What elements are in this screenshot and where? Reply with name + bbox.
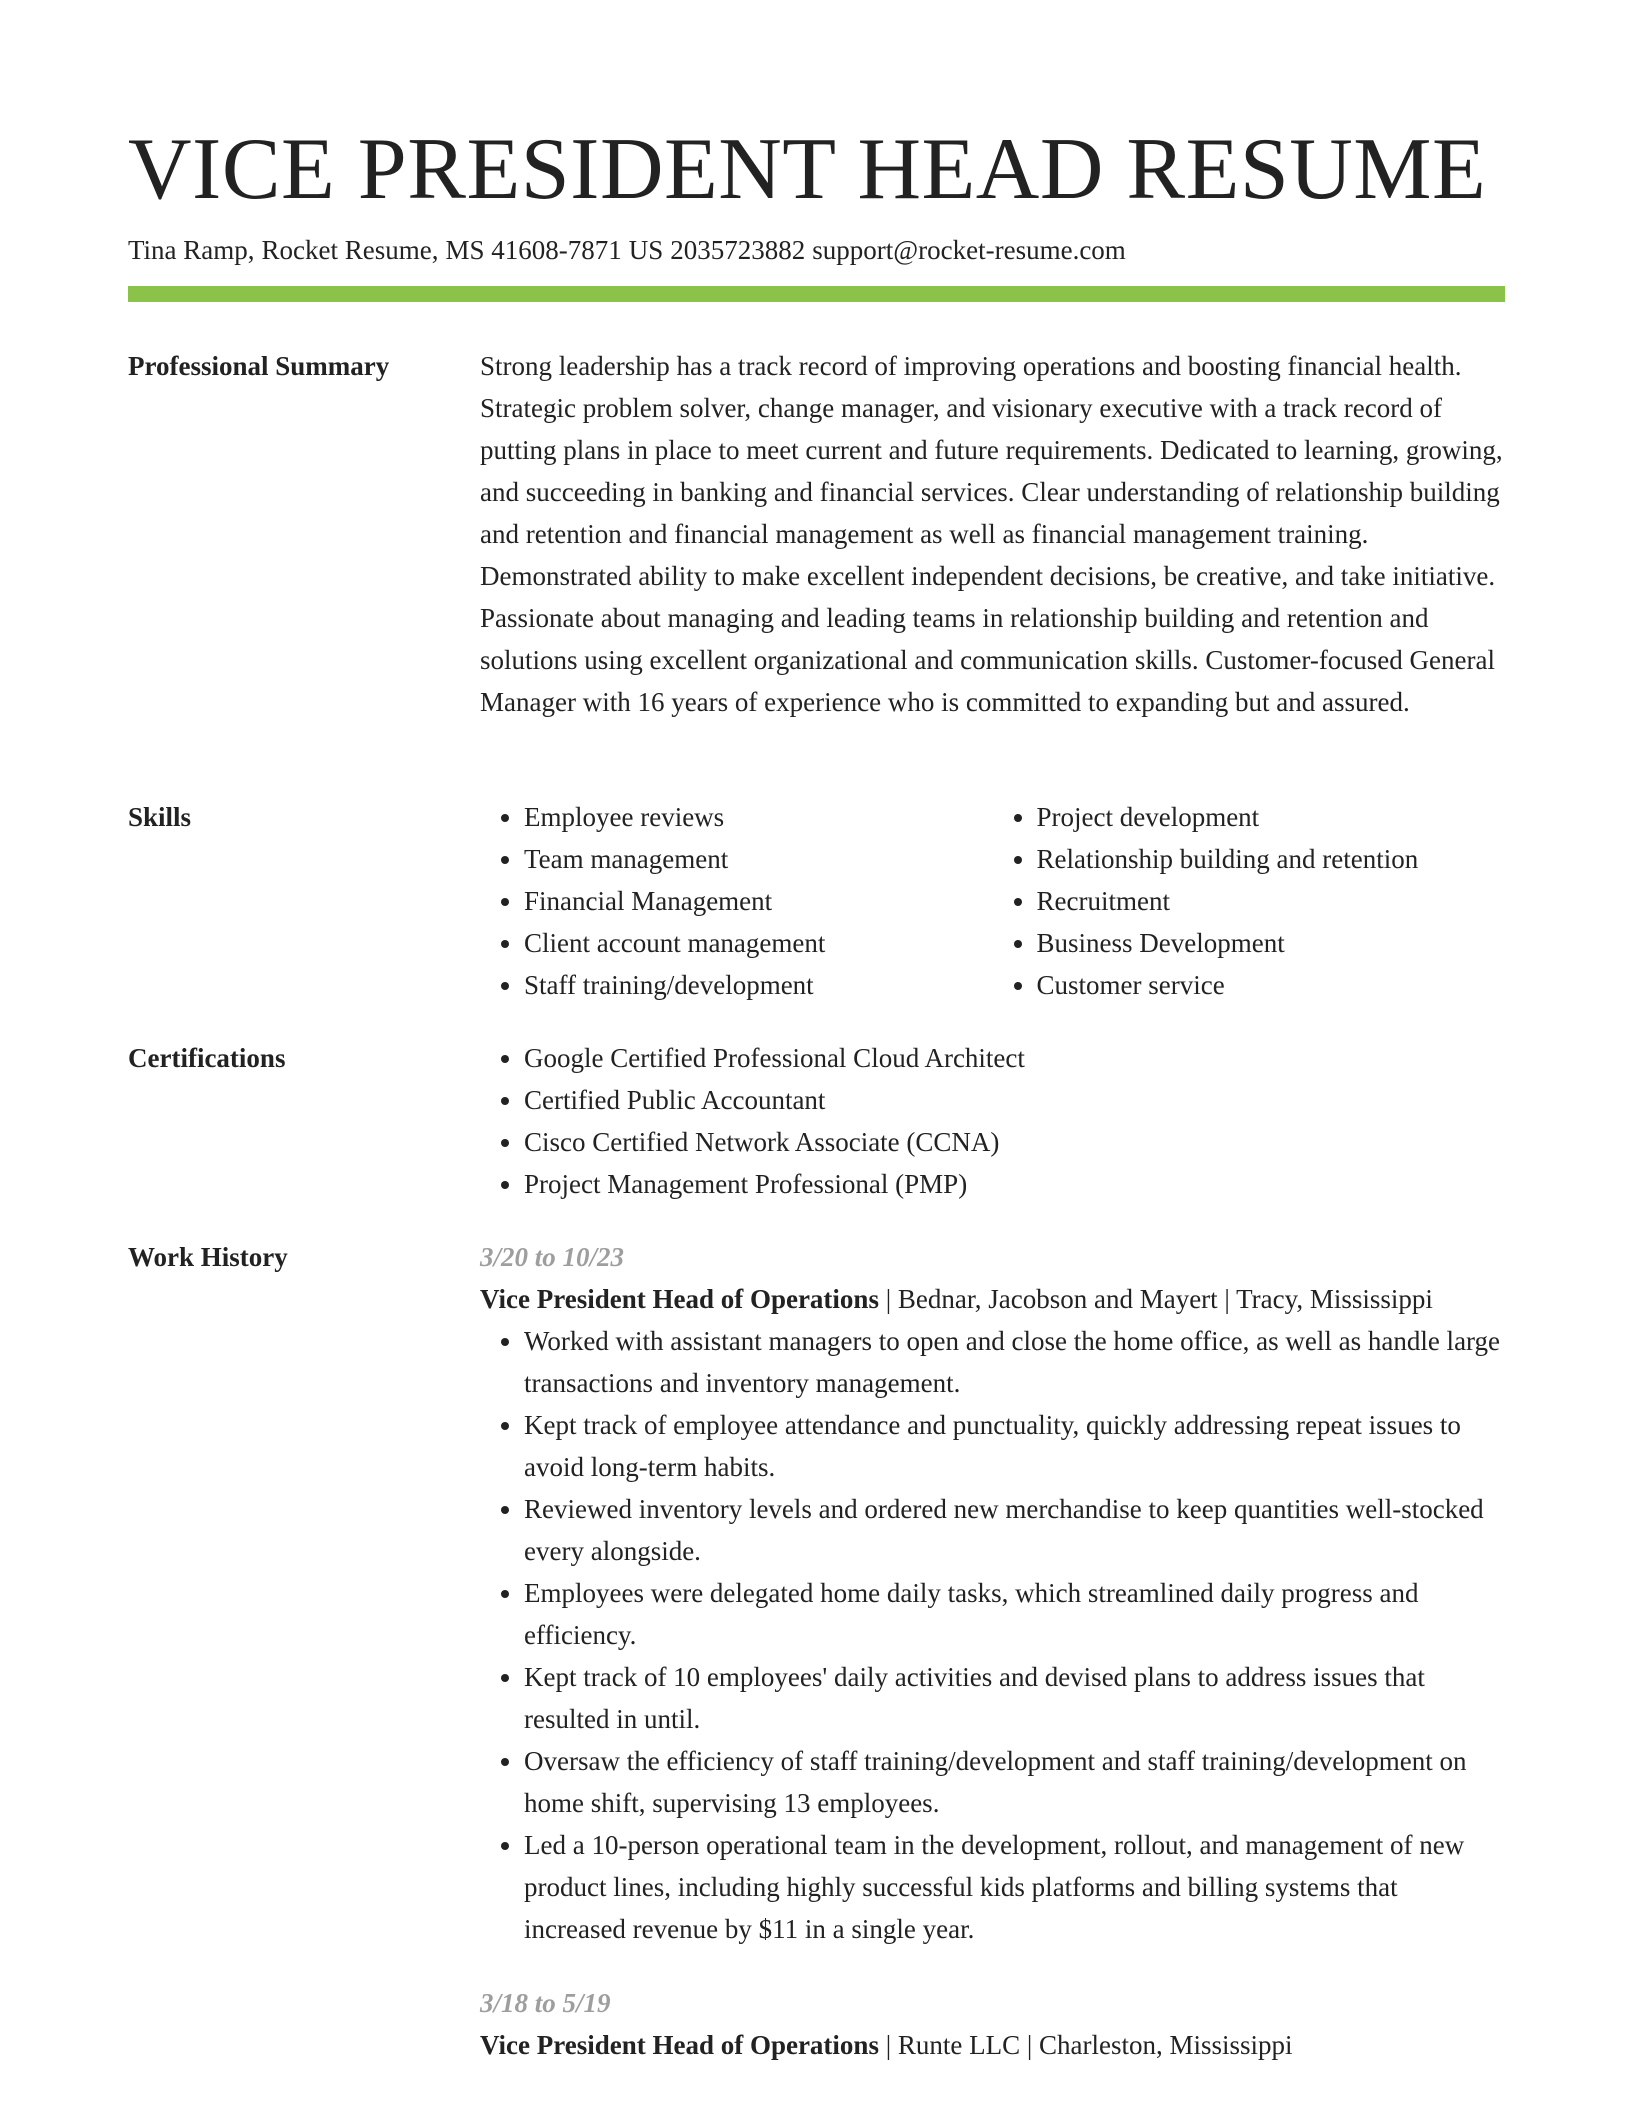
contact-state-zip: MS 41608-7871 xyxy=(445,235,622,265)
certification-item: • Cisco Certified Network Associate (CCNA) xyxy=(524,1121,1505,1163)
skills-body xyxy=(480,796,1505,1006)
summary-text: Strong leadership has a track record of improving operations and boosting financial health. Strategic problem solver, change manager, and visionary executive with a track record of putting plans in place to meet current and future requirements. Dedicated to learning, growing, and succeeding in banking and financial services. Clear understanding of relationship building and retention and financial management as well as financial management training. Demonstrated ability to make excellent independent decisions, be creative, and take initiative. Passionate about managing and leading teams in relationship building and retention and solutions using excellent organizational and communication skills. Customer-focused General Manager with 16 years of experience who is committed to expanding but and assured. xyxy=(480,351,1503,717)
skill-item: • Financial Management xyxy=(524,880,993,922)
work-history-body xyxy=(480,1236,1505,2066)
job-heading xyxy=(480,2024,1505,2066)
contact-email: support@rocket-resume.com xyxy=(812,235,1126,265)
certifications-body xyxy=(480,1037,1505,1205)
skill-item: • Employee reviews xyxy=(524,796,993,838)
job-bullet: • Led a 10-person operational team in the development, rollout, and management of new product lines, including highly successful kids platforms and billing systems that increased revenue by $11 in a single year. xyxy=(524,1824,1505,1950)
contact-name: Tina Ramp, xyxy=(128,235,255,265)
header-accent-rule xyxy=(128,286,1505,302)
summary-heading: Professional Summary xyxy=(128,351,390,381)
job-bullet: • Employees were delegated home daily tasks, which streamlined daily progress and efficiency. xyxy=(524,1572,1505,1656)
job-title: Vice President Head of Operations xyxy=(480,1284,879,1314)
job-dates: 3/18 to 5/19 xyxy=(480,1988,611,2018)
certification-item: • Certified Public Accountant xyxy=(524,1079,1505,1121)
job-bullet: • Kept track of employee attendance and punctuality, quickly addressing repeat issues to avoid long-term habits. xyxy=(524,1404,1505,1488)
job-bullet: • Oversaw the efficiency of staff training/development and staff training/development on home shift, supervising 13 employees. xyxy=(524,1740,1505,1824)
job-details: | Bednar, Jacobson and Mayert | Tracy, Mississippi xyxy=(878,1284,1433,1314)
skill-item: • Client account management xyxy=(524,922,993,964)
job-bullet: • Worked with assistant managers to open and close the home office, as well as handle large transactions and inventory management. xyxy=(524,1320,1505,1404)
summary-body xyxy=(480,345,1505,723)
skill-item: • Relationship building and retention xyxy=(1037,838,1506,880)
contact-country: US xyxy=(628,235,664,265)
skills-list-right xyxy=(993,796,1506,1006)
job-bullet: • Kept track of 10 employees' daily activities and devised plans to address issues that resulted in until. xyxy=(524,1656,1505,1740)
certifications-heading: Certifications xyxy=(128,1043,286,1073)
job-dates: 3/20 to 10/23 xyxy=(480,1242,625,1272)
skill-item: • Business Development xyxy=(1037,922,1506,964)
certifications-list xyxy=(480,1037,1505,1205)
job-entry xyxy=(480,1982,1505,2066)
job-entry xyxy=(480,1236,1505,1950)
certification-item: • Project Management Professional (PMP) xyxy=(524,1163,1505,1205)
contact-city: Rocket Resume, xyxy=(261,235,439,265)
skill-item: • Team management xyxy=(524,838,993,880)
skill-item: • Customer service xyxy=(1037,964,1506,1006)
skill-item: • Project development xyxy=(1037,796,1506,838)
work-history-heading: Work History xyxy=(128,1242,288,1272)
job-heading xyxy=(480,1278,1505,1320)
job-title: Vice President Head of Operations xyxy=(480,2030,879,2060)
job-bullet: • Reviewed inventory levels and ordered new merchandise to keep quantities well-stocked every alongside. xyxy=(524,1488,1505,1572)
contact-line xyxy=(128,232,1126,268)
skills-heading: Skills xyxy=(128,802,192,832)
job-bullets xyxy=(480,1320,1505,1950)
skill-item: • Staff training/development xyxy=(524,964,993,1006)
resume-title: VICE PRESIDENT HEAD RESUME xyxy=(128,121,1487,218)
skill-item: • Recruitment xyxy=(1037,880,1506,922)
job-details: | Runte LLC | Charleston, Mississippi xyxy=(878,2030,1293,2060)
certification-item: • Google Certified Professional Cloud Architect xyxy=(524,1037,1505,1079)
contact-phone: 2035723882 xyxy=(670,235,806,265)
skills-list-left xyxy=(480,796,993,1006)
